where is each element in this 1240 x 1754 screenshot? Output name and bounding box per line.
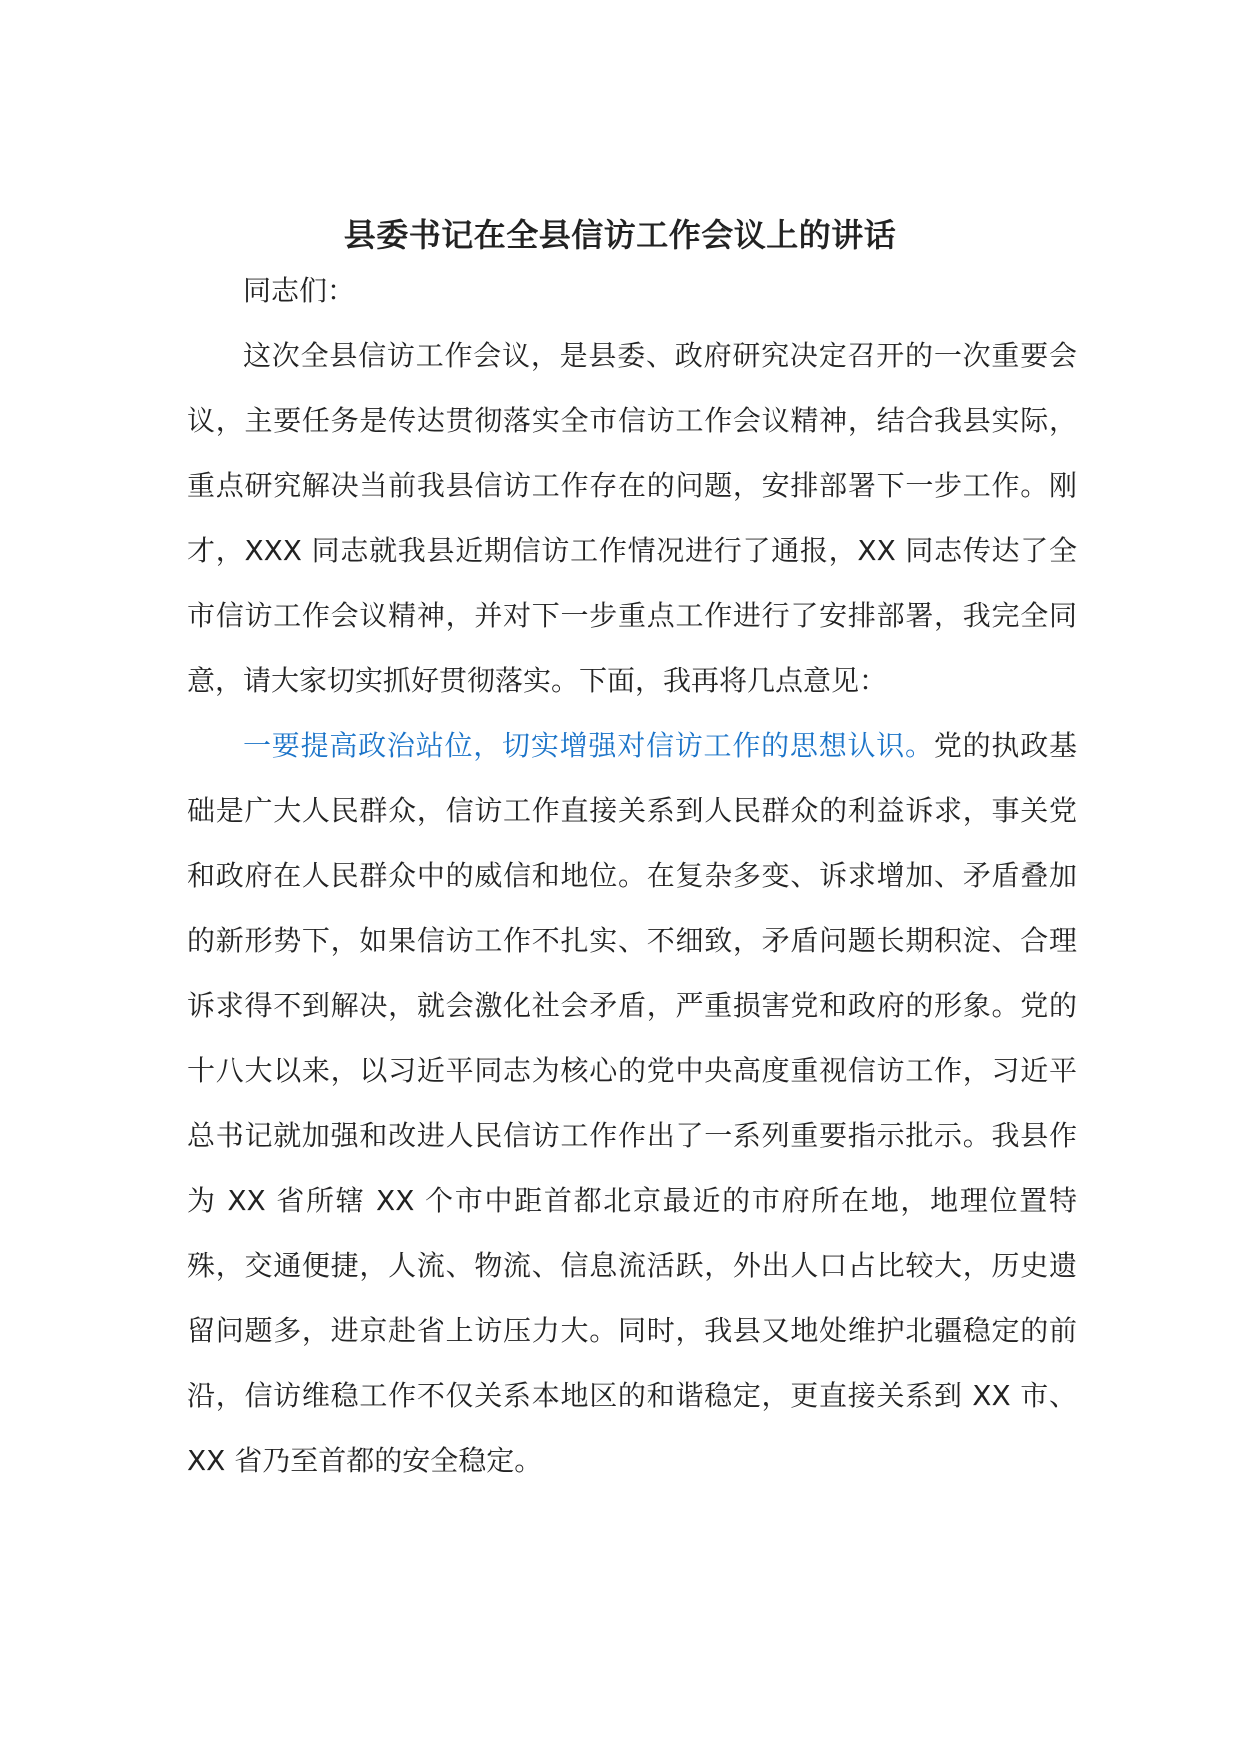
paragraph-intro: 这次全县信访工作会议，是县委、政府研究决定召开的一次重要会议，主要任务是传达贯彻落实全市信访工作会议精神，结合我县实际，重点研究解决当前我县信访工作存在的问题，安排部署下一步工作。刚才，XXX 同志就我县近期信访工作情况进行了通报，XX 同志传达了全市信访工作会议精神，并对下一步重点工作进行了安排部署，我完全同意，请大家切实抓好贯彻落实。下面，我再将几点意见： <box>187 339 1077 697</box>
point-one-body: 党的执政基础是广大人民群众，信访工作直接关系到人民群众的利益诉求，事关党和政府在人民群众中的威信和地位。在复杂多变、诉求增加、矛盾叠加的新形势下，如果信访工作不扎实、不细致，矛盾问题长期积淀、合理诉求得不到解决，就会激化社会矛盾，严重损害党和政府的形象。党的十八大以来，以习近平同志为核心的党中央高度重视信访工作，习近平总书记就加强和改进人民信访工作作出了一系列重要指示批示。我县作为 XX 省所辖 XX 个市中距首都北京最近的市府所在地，地理位置特殊，交通便捷，人流、物流、信息流活跃，外出人口占比较大，历史遗留问题多，进京赴省上访压力大。同时，我县又地处维护北疆稳定的前沿，信访维稳工作不仅关系本地区的和谐稳定，更直接关系到 XX 市、XX 省乃至首都的安全稳定。 <box>187 729 1077 1477</box>
document-body <box>187 258 1077 1493</box>
document-title: 县委书记在全县信访工作会议上的讲话 <box>343 216 897 255</box>
paragraph-point-one <box>187 713 1077 1493</box>
salutation: 同志们： <box>243 274 356 307</box>
point-one-heading: 一要提高政治站位，切实增强对信访工作的思想认识。 <box>243 729 934 762</box>
